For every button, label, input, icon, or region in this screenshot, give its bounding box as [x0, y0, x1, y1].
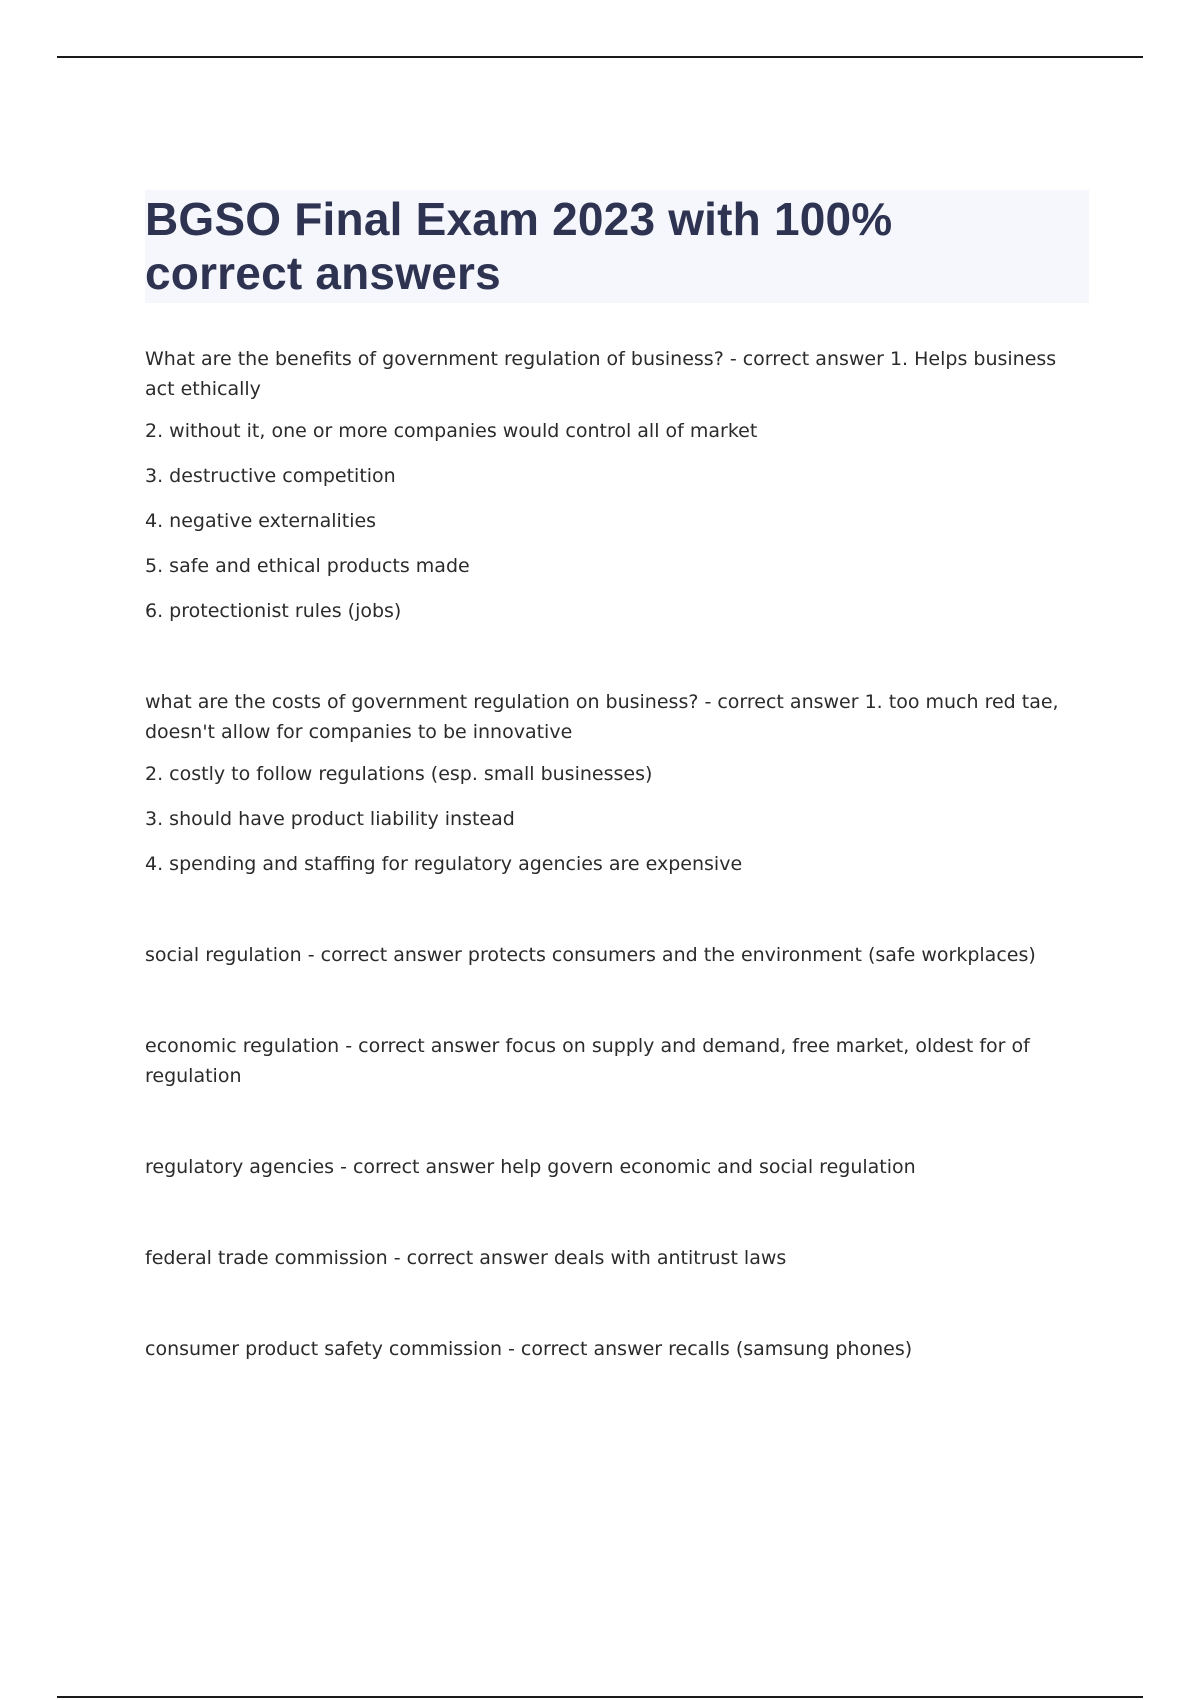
bottom-rule	[57, 1696, 1143, 1698]
spacer	[145, 985, 1075, 1031]
qa-answer-line: 2. costly to follow regulations (esp. small businesses)	[145, 763, 653, 785]
qa-answer-line: 2. without it, one or more companies would control all of market	[145, 420, 758, 442]
qa-question: What are the benefits of government regulation of business? - correct answer 1. Helps business act ethically	[145, 348, 1057, 400]
spacer	[145, 1288, 1075, 1334]
qa-question: what are the costs of government regulation on business? - correct answer 1. too much red tae, doesn't allow for companies to be innovative	[145, 691, 1059, 743]
top-rule	[57, 56, 1143, 58]
qa-item-economic-regulation	[145, 1031, 1075, 1091]
qa-question: regulatory agencies - correct answer help govern economic and social regulation	[145, 1156, 916, 1178]
qa-item-social-regulation	[145, 940, 1075, 970]
qa-item-consumer-product-safety	[145, 1334, 1075, 1364]
spacer	[145, 641, 1075, 687]
title-block	[145, 190, 1089, 303]
qa-answer-line: 4. spending and staffing for regulatory agencies are expensive	[145, 853, 743, 875]
qa-question: consumer product safety commission - correct answer recalls (samsung phones)	[145, 1338, 913, 1360]
qa-item-regulatory-agencies	[145, 1152, 1075, 1182]
document-title	[145, 192, 1089, 300]
qa-answer-line: 6. protectionist rules (jobs)	[145, 600, 402, 622]
qa-content	[145, 344, 1075, 1379]
qa-answer-line: 5. safe and ethical products made	[145, 555, 470, 577]
qa-item-federal-trade-commission	[145, 1243, 1075, 1273]
spacer	[145, 1106, 1075, 1152]
spacer	[145, 1197, 1075, 1243]
qa-answer-line: 4. negative externalities	[145, 510, 377, 532]
qa-item-costs	[145, 687, 1075, 879]
spacer	[145, 894, 1075, 940]
qa-item-benefits	[145, 344, 1075, 626]
title-line-2: correct answers	[145, 247, 501, 299]
title-line-1: BGSO Final Exam 2023 with 100%	[145, 193, 893, 245]
qa-question: federal trade commission - correct answer deals with antitrust laws	[145, 1247, 787, 1269]
qa-answer-line: 3. destructive competition	[145, 465, 396, 487]
qa-question: economic regulation - correct answer focus on supply and demand, free market, oldest for of regulation	[145, 1035, 1030, 1087]
qa-answer-line: 3. should have product liability instead	[145, 808, 515, 830]
qa-question: social regulation - correct answer protects consumers and the environment (safe workplaces)	[145, 944, 1036, 966]
